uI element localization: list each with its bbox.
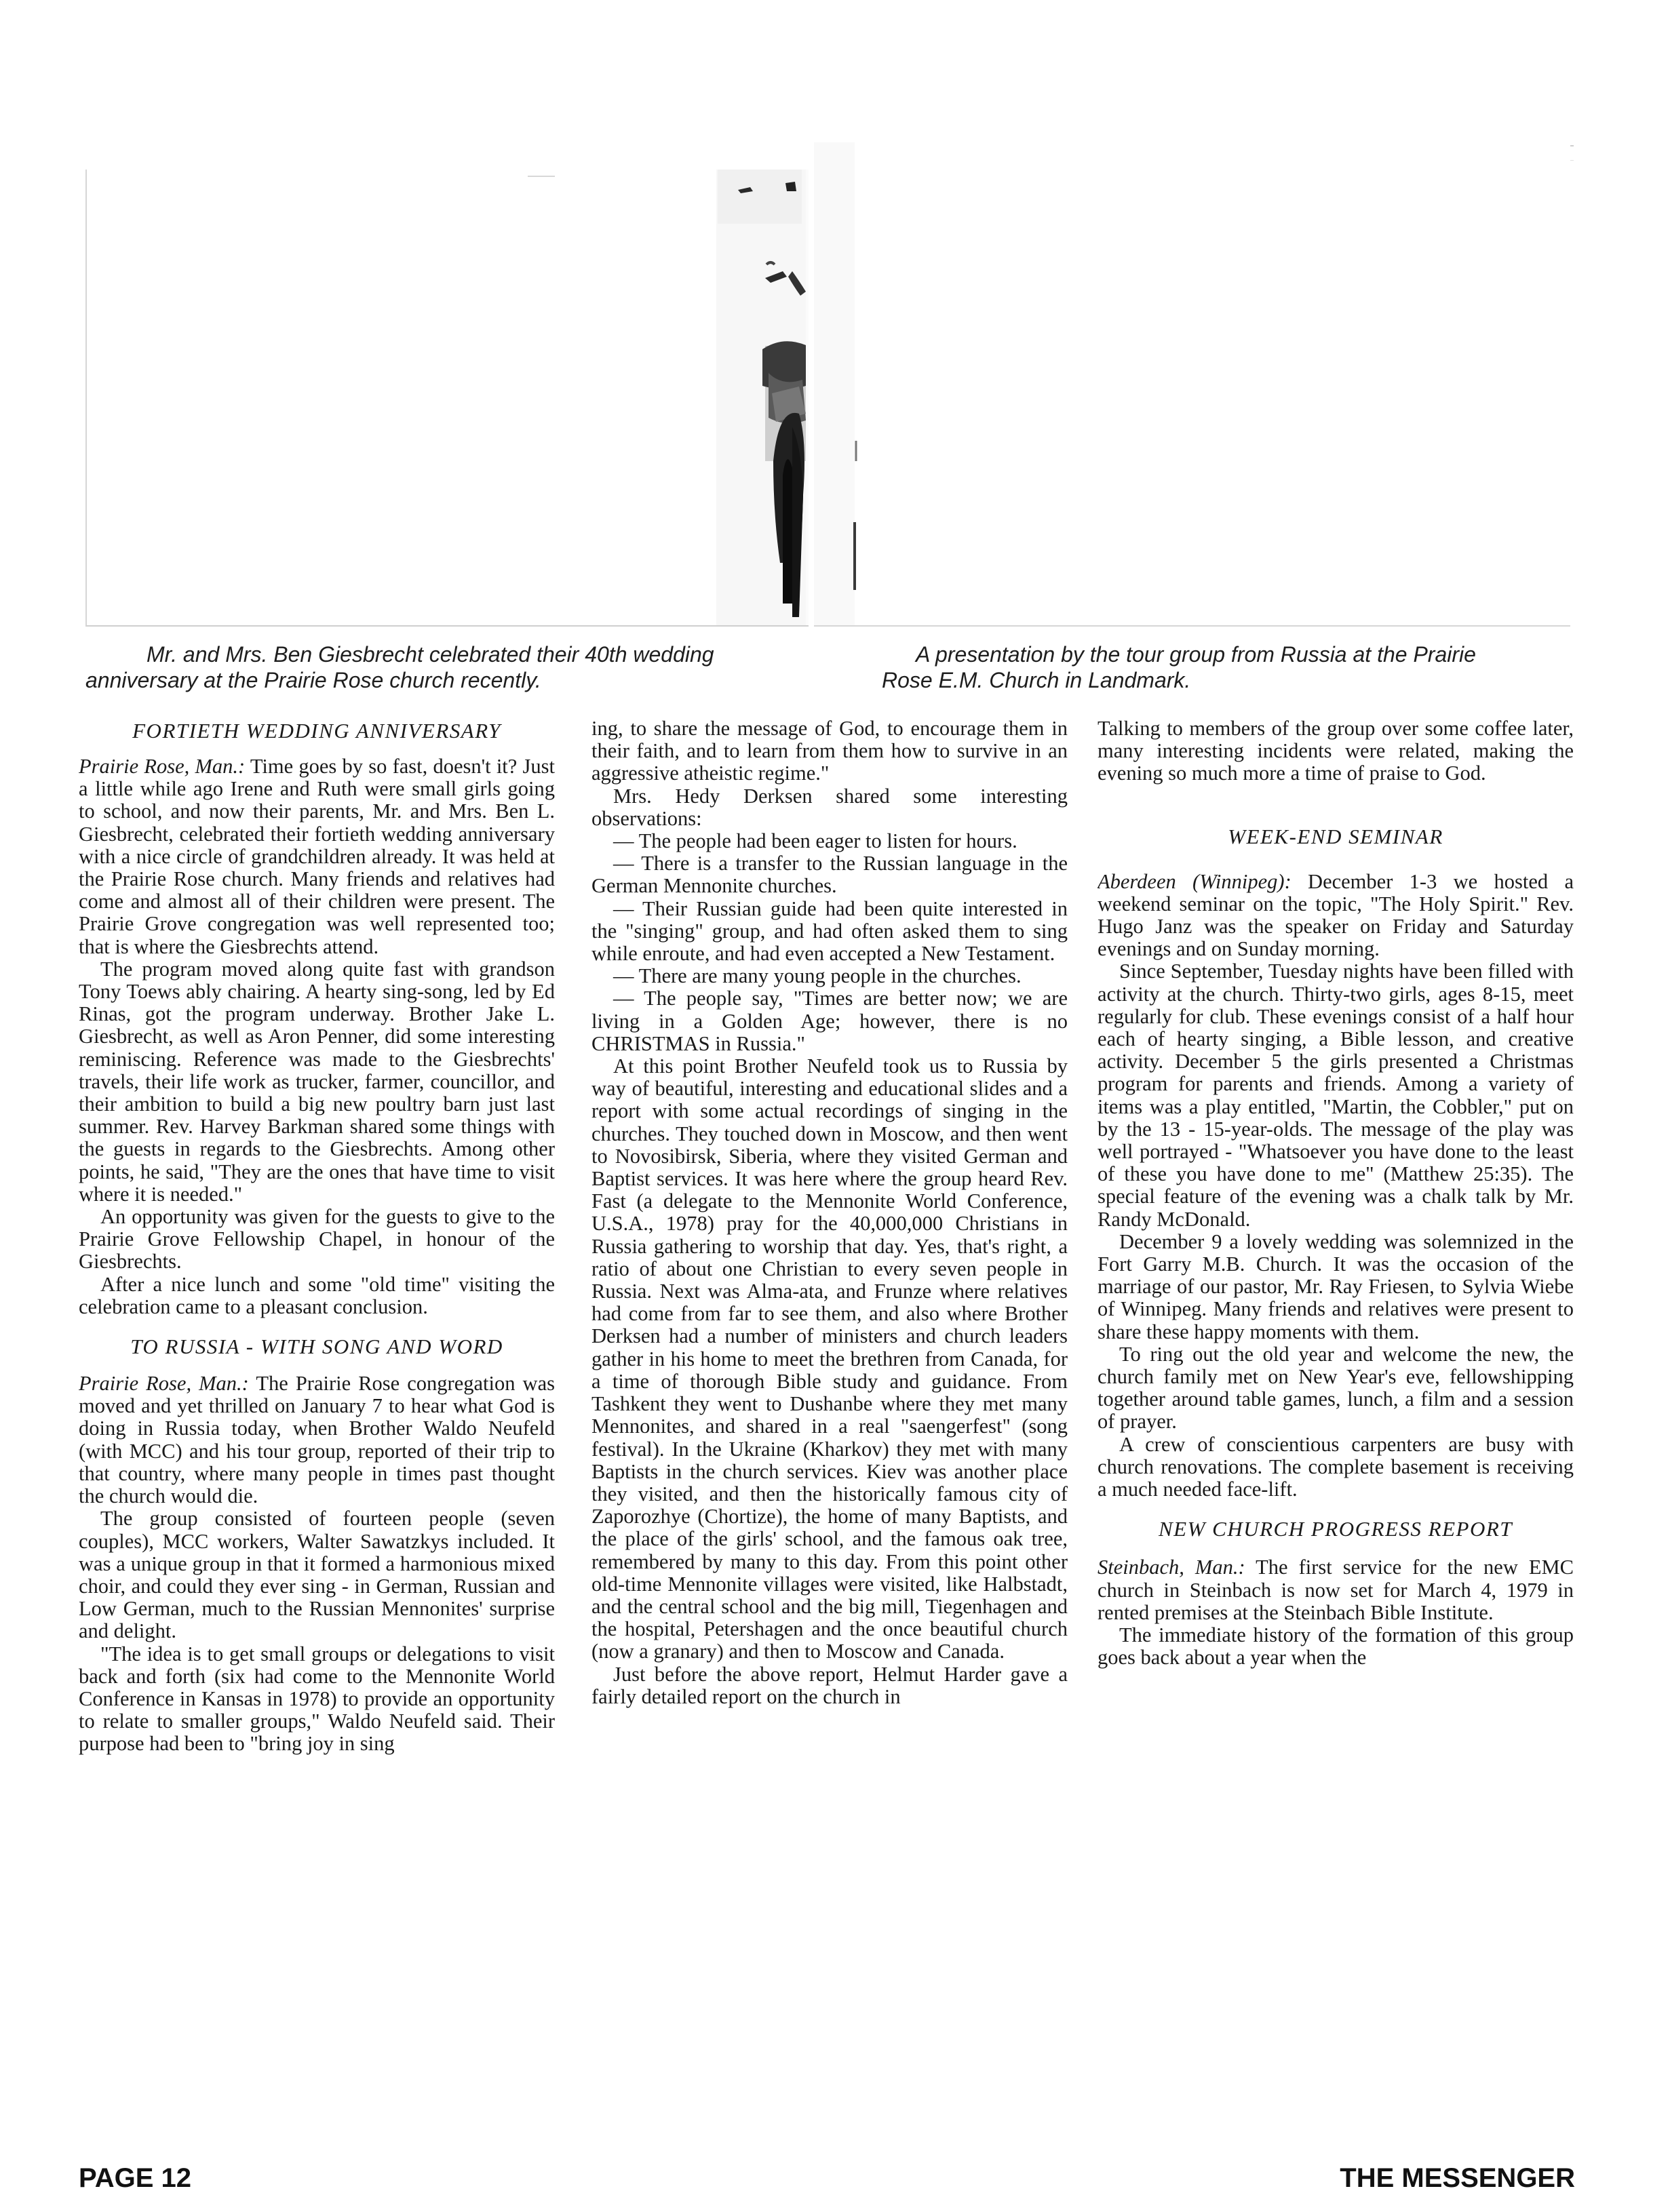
article-paragraph: — Their Russian guide had been quite interested in the "singing" group, and had often asked them to sing while enroute, and had even accepted a New Testament. bbox=[591, 896, 1068, 966]
publication-name: THE MESSENGER bbox=[1340, 2163, 1575, 2193]
article-paragraph: At this point Brother Neufeld took us to Russia by way of beautiful, interesting and educational slides and a report with some actual recordings of singing in the churches. They touched down in Moscow, and then went to Novosibirsk, Siberia, where they visited German and Baptist services. It was here where the group heard Rev. Fast (a delegate to the Mennonite World Conference, U.S.A., 1978) pray for the 40,000,000 Christians in Russia gathering to worship that day. Yes, that's right, a ratio of about one Christian to every seven people in Russia. Next was Alma-ata, and Frunze where relatives had come from far to see them, and also where Brother Derksen had a number of ministers and church leaders gather in his home to meet the brethren from Canada, for a time of thorough Bible study and guidance. From Tashkent they went to Dushanbe where they met many Mennonites, and shared in a real "saengerfest" (song festival). In the Ukraine (Kharkov) they met with many Baptists in the church services. Kiev was another place they visited, and then the historically famous city of Zaporozhye (Chortize), the home of many Baptists, and the place of the girls' school, and the famous oak tree, remembered by many to this day. From this point other old-time Mennonite villages were visited, like Halbstadt, and the central school and the big mill, Tiegenhagen and the hospital, Petershagen and the once beautiful church (now a granary) and then to Moscow and Canada. bbox=[591, 1054, 1068, 1663]
dateline: Aberdeen (Winnipeg): bbox=[1098, 869, 1292, 893]
article-paragraph: — There is a transfer to the Russian language in the German Mennonite churches. bbox=[591, 852, 1068, 898]
article-paragraph: "The idea is to get small groups or delegations to visit back and forth (six had come to the Mennonite World Conference in Kansas in 1978) to provide an opportunity to relate to smaller groups," Waldo Neufeld said. Their purpose had been to "bring joy in sing bbox=[79, 1642, 555, 1756]
article-heading: NEW CHURCH PROGRESS REPORT bbox=[1158, 1517, 1513, 1541]
article-paragraph: Talking to members of the group over some coffee later, many interesting incidents were related, making the evening so much more a time of praise to God. bbox=[1098, 717, 1574, 785]
article-paragraph: The group consisted of fourteen people (seven couples), MCC workers, Walter Sawatzkys included. It was a unique group in that it formed a harmonious mixed choir, and could they ever sing - in German, Russian and Low German, much to the Russian Mennonites' surprise and delight. bbox=[79, 1507, 555, 1643]
caption-line: Mr. and Mrs. Ben Giesbrecht celebrated their 40th wedding bbox=[147, 642, 714, 667]
article-paragraph: Prairie Rose, Man.: Time goes by so fast, doesn't it? Just a little while ago Irene and Ruth were small girls going to school, and now their parents, Mr. and Mrs. Ben L. Giesbrecht, celebrated their fortieth wedding anniversary with a nice circle of grandchildren already. It was held at the Prairie Rose church. Many friends and relatives had come and almost all of their children were present. The Prairie Grove congregation was well represented too; that is where the Giesbrechts attend. bbox=[79, 755, 555, 958]
caption-line: A presentation by the tour group from Russia at the Prairie bbox=[916, 642, 1476, 667]
article-paragraph: After a nice lunch and some "old time" visiting the celebration came to a pleasant conclusion. bbox=[79, 1272, 555, 1318]
article-paragraph: — The people had been eager to listen for hours. bbox=[613, 829, 1017, 853]
article-heading: TO RUSSIA - WITH SONG AND WORD bbox=[130, 1335, 503, 1359]
tour-group-photo-caption bbox=[882, 641, 1574, 693]
anniversary-photo bbox=[85, 170, 809, 627]
article-paragraph: Just before the above report, Helmut Harder gave a fairly detailed report on the church in bbox=[591, 1662, 1068, 1708]
article-paragraph: — There are many young people in the churches. bbox=[613, 964, 1022, 988]
article-column-1 bbox=[79, 717, 555, 2203]
article-column-3 bbox=[1098, 717, 1574, 2203]
article-column-2 bbox=[591, 717, 1068, 2203]
article-paragraph: Prairie Rose, Man.: The Prairie Rose congregation was moved and yet thrilled on January 7 to hear what God is doing in Russia today, when Brother Waldo Neufeld (with MCC) and his tour group, reported of their trip to that country, where many people in times past thought the church would die. bbox=[79, 1372, 555, 1508]
caption-line: Rose E.M. Church in Landmark. bbox=[882, 668, 1191, 692]
dateline: Steinbach, Man.: bbox=[1098, 1556, 1245, 1579]
article-paragraph: To ring out the old year and welcome the new, the church family met on New Year's eve, fellowshipping together around table games, lunch, a film and a session of prayer. bbox=[1098, 1342, 1574, 1434]
tour-group-photo-image bbox=[814, 142, 1570, 625]
article-paragraph: The immediate history of the formation of this group goes back about a year when the bbox=[1098, 1623, 1574, 1670]
anniversary-photo-image bbox=[87, 170, 809, 625]
article-paragraph: Steinbach, Man.: The first service for the new EMC church in Steinbach is now set for March 4, 1979 in rented premises at the Steinbach Bible Institute. bbox=[1098, 1556, 1574, 1624]
anniversary-photo-caption bbox=[85, 641, 811, 693]
article-paragraph: — The people say, "Times are better now; we are living in a Golden Age; however, there is no CHRISTMAS in Russia." bbox=[591, 987, 1068, 1055]
article-paragraph: The program moved along quite fast with grandson Tony Toews ably chairing. A hearty sing-song, led by Ed Rinas, got the program underway. Brother Jake L. Giesbrecht, as well as Aron Penner, did some interesting reminiscing. Reference was made to the Giesbrechts' travels, their life work as trucker, farmer, councillor, and their ambition to build a big new poultry barn just last summer. Rev. Harvey Barkman shared some things with the guests in regards to the Giesbrechts. Among other points, he said, "They are the ones that have time to visit where it is needed." bbox=[79, 957, 555, 1206]
article-paragraph: A crew of conscientious carpenters are busy with church renovations. The complete basement is receiving a much needed face-lift. bbox=[1098, 1432, 1574, 1501]
article-heading: WEEK-END SEMINAR bbox=[1228, 824, 1443, 848]
article-paragraph: ing, to share the message of God, to encourage them in their faith, and to learn from them how to survive in an aggressive atheistic regime." bbox=[591, 717, 1068, 785]
article-paragraph: December 9 a lovely wedding was solemnized in the Fort Garry M.B. Church. It was the occasion of the marriage of our pastor, Mr. Ray Friesen, to Sylvia Wiebe of Winnipeg. Many friends and relatives were present to share these happy moments with them. bbox=[1098, 1229, 1574, 1343]
article-paragraph: Since September, Tuesday nights have been filled with activity at the church. Thirty-two girls, ages 8-15, meet regularly for club. These evenings consist of a half hour each of hearty singing, a Bible lesson, and creative activity. December 5 the girls presented a Christmas program for parents and friends. Among a variety of items was a play entitled, "Martin, the Cobbler," put on by the 13 - 15-year-olds. The message of the play was well portrayed - "Whatsoever you have done to the least of these you have done to me" (Matthew 25:35). The special feature of the evening was a chalk talk by Mr. Randy McDonald. bbox=[1098, 960, 1574, 1231]
article-paragraph: An opportunity was given for the guests to give to the Prairie Grove Fellowship Chapel, in honour of the Giesbrechts. bbox=[79, 1205, 555, 1273]
tour-group-photo bbox=[814, 142, 1570, 627]
article-heading: FORTIETH WEDDING ANNIVERSARY bbox=[132, 719, 501, 743]
dateline: Prairie Rose, Man.: bbox=[79, 1372, 249, 1396]
page-number: PAGE 12 bbox=[79, 2163, 191, 2193]
dateline: Prairie Rose, Man.: bbox=[79, 755, 246, 778]
article-paragraph: Mrs. Hedy Derksen shared some interesting observations: bbox=[591, 784, 1068, 830]
caption-line: anniversary at the Prairie Rose church recently. bbox=[85, 668, 541, 692]
article-paragraph: Aberdeen (Winnipeg): December 1-3 we hosted a weekend seminar on the topic, "The Holy Spirit." Rev. Hugo Janz was the speaker on Friday and Saturday evenings and on Sunday morning. bbox=[1098, 869, 1574, 961]
